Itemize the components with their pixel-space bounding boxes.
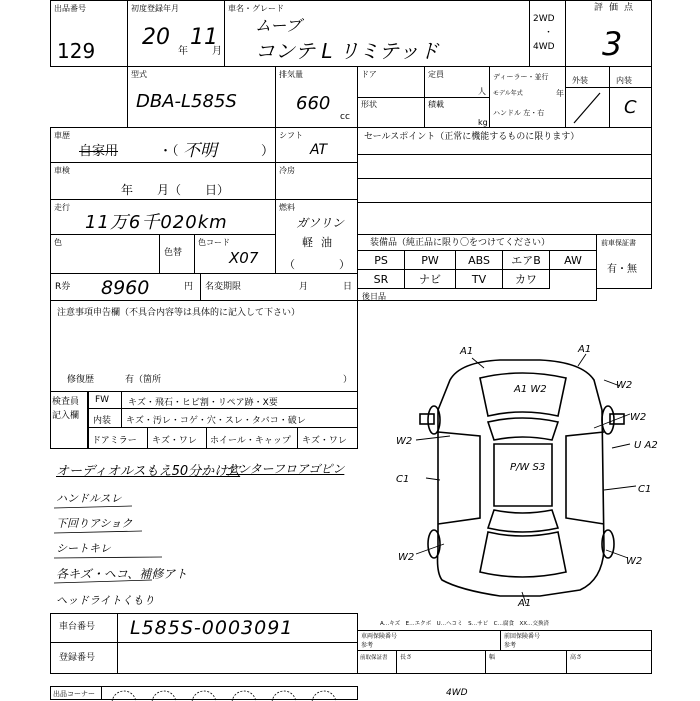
usage-cell [50,127,276,163]
inspector-interior-key [88,408,122,428]
chassis-value-cell [117,613,358,643]
first-registration-label: 初度登録年月 [131,4,179,13]
caution-label: 注意事項申告欄（不具合内容等は具体的に記入して下さい） [57,308,301,318]
mark-a1-w2-hood: A1 W2 [514,384,547,395]
inspection-date: 年 月（ 日） [121,183,230,197]
later-items-label: 後日品 [362,292,386,301]
score-cell [565,0,652,67]
mark-ua2-right: U A2 [634,440,658,451]
car-damage-diagram [390,340,660,610]
warranty-cell [596,234,652,289]
model-cell [127,66,276,128]
fuel-label: 燃料 [279,203,295,212]
car-name-label: 車名・グレード [228,4,284,13]
bottom-field-2-sub: 参考 [504,642,517,649]
shape-label: 形状 [361,100,377,109]
bottom-field-3 [357,650,397,674]
bottom-field-2-label: 前回保険番号 [504,633,541,640]
bottom-field-5 [485,650,567,674]
interior-grade: C [624,97,637,118]
roof [494,444,552,506]
caution-cell [50,300,358,392]
mark-c1-right: C1 [638,484,652,495]
first-registration-cell [127,0,225,67]
exterior-slash-mark [570,91,606,125]
recycle-cell [50,273,201,301]
equip-sr: SR [357,269,405,289]
score-label: 評価点 [594,3,640,13]
note-4: シートキレ [56,542,111,555]
mark-w2-left-door: W2 [396,436,413,447]
corner-label: 出品コーナー [53,690,95,698]
interior-label: 内装 [616,76,632,85]
reg-label: 登録番号 [59,653,96,663]
fuel: ガソリン [296,216,345,230]
interior-value: キズ・汚レ・コゲ・穴・スレ・タバコ・破レ [126,416,306,426]
doors-vdivider [424,67,425,127]
repair-label: 修復歴 [67,375,95,385]
mark-a1-front-right: A1 [578,344,592,355]
note-3: 下回りアショク [56,517,133,530]
cc-unit: cc [340,112,350,122]
inspector-label-cell [50,391,88,449]
lot-number-cell [50,0,128,67]
usage-value: 不明 [183,141,217,161]
left-doors [438,432,480,524]
mark-roof: P/W S3 [510,462,546,473]
drive-cell [529,0,566,67]
shift-label: シフト [279,131,303,140]
note-6: ヘッドライトくもり [56,594,155,607]
trunk [480,532,566,577]
equip-navi: ナビ [404,269,456,289]
equip-aw: AW [549,250,597,270]
bottom-field-1-sub: 参考 [361,642,374,649]
tax-month-unit: 月 [299,282,309,292]
bottom-field-2 [500,630,652,651]
inspector-label-1: 検査員 [52,397,80,407]
drive-separator: ・ [544,28,554,38]
diesel-label: 軽油 [302,236,340,249]
inspection-label: 車検 [54,166,70,175]
model-year-label: モデル年式 [493,90,523,97]
bottom-field-1-label: 車両保険番号 [361,633,398,640]
load-label: 積載 [428,100,444,109]
model: DBA-L585S [136,91,237,112]
first-registration-year: 20 [142,25,170,50]
fuel-paren: （ ） [284,258,350,271]
usage-paren-open: ・（ [159,144,179,159]
ac-label: 冷房 [279,166,295,175]
usage-label: 車歴 [54,131,70,140]
color-code-label: 色コード [198,238,230,247]
displacement-label: 排気量 [279,70,303,79]
kg-unit: kg [478,118,488,127]
note-1: オーディオルスもえ50分かけ穴 [56,464,241,479]
shift: AT [310,142,328,158]
yen-unit: 円 [184,282,194,292]
grade-split-cell [565,66,652,128]
sales-line-2 [358,178,651,179]
first-registration-month: 11 [190,25,218,50]
person-unit: 人 [478,87,486,96]
doors-shape-cell [357,66,490,128]
mirror-left [420,414,434,424]
tax-day-unit: 日 [343,282,353,292]
sales-points-label: セールスポイント（正常に機能するものに限ります） [364,132,580,142]
fw-key: FW [95,395,110,405]
sales-line-3 [358,202,651,203]
inspection-cell [50,162,276,200]
inspector-wheel-value [297,427,358,449]
ac-cell [275,162,358,200]
car-name: ムーブ [255,16,302,35]
note-5: 各キズ・ヘコ、補修アト [56,567,188,581]
right-doors [566,432,604,524]
mark-w2-rear-left: W2 [398,552,415,563]
usage-paren-close: ） [261,144,275,159]
mileage-label: 走行 [54,203,70,212]
capacity-label: 定員 [428,70,444,79]
doors-label: ドア [361,70,377,79]
grade: コンテ L リミテッド [255,39,439,63]
inspector-fw-key [88,391,122,409]
color-divider-2 [194,235,195,273]
equip-ps: PS [357,250,405,270]
mirror-value: キズ・ワレ [152,436,197,446]
wheel-value: キズ・ワレ [302,436,347,446]
inspector-mirror-key [88,427,148,449]
grade-vdivider [609,67,610,127]
car-name-cell [224,0,530,67]
exterior-label: 外装 [572,76,588,85]
sales-points-cell [357,127,652,235]
bottom-field-4-label: 長さ [400,654,413,661]
equip-tv: TV [455,269,503,289]
year-unit: 年 [178,46,188,57]
corner-label-cell [50,686,102,700]
reg-label-cell [50,642,118,674]
windshield [488,418,558,440]
handle-label: ハンドル 左・右 [493,109,545,117]
fuel-cell [275,199,358,274]
color-code: X07 [229,249,259,267]
stamp-circles [102,687,359,701]
mileage: 11万6千020km [85,212,228,233]
mark-w2-right-door: W2 [630,412,647,423]
model-label: 型式 [131,70,147,79]
wheel-key: ホイール・キャップ [210,436,291,446]
fw-value: キズ・飛石・ヒビ割・リペア跡・X要 [128,398,278,408]
chassis-value: L585S-0003091 [130,617,294,639]
equip-pw: PW [404,250,456,270]
sales-line-1 [358,154,651,155]
dealer-label: ディーラー・並行 [493,73,549,81]
tax-cell [200,273,358,301]
shift-cell [275,127,358,163]
warranty-label: 前車保証書 [601,239,636,247]
inspector-interior-value [121,408,358,428]
usage: 自家用 [79,144,119,159]
equip-leather: カワ [502,269,550,289]
displacement-cell [275,66,358,128]
equip-abs: ABS [455,250,503,270]
mileage-cell [50,199,276,235]
mirror-key: ドアミラー [92,436,137,446]
model-year-unit: 年 [556,89,564,98]
note-underlines [52,500,162,600]
inspector-mirror-value [147,427,207,449]
mark-w2-front-right: W2 [616,380,633,391]
bottom-field-4 [396,650,486,674]
mark-a1-front-left: A1 [460,346,474,357]
legend: A…キズ E…エクボ U…ヘコミ S…サビ C…腐食 XX…交換済 [380,621,550,627]
color-label: 色 [54,238,62,247]
car-outline [438,360,605,596]
color-divider-1 [159,235,160,273]
inspector-label-2: 記入欄 [52,411,80,421]
bottom-field-3-label: 前取保証書 [360,655,388,661]
equipment-label: 装備品（純正品に限り〇をつけてください） [370,238,551,248]
interior-key: 内装 [93,416,112,426]
dealer-cell [489,66,566,128]
mark-a1-rear: A1 [518,598,532,609]
wheel-fr [602,406,614,434]
repair-value: 有（箇所 [125,375,162,385]
warranty-value: 有・無 [607,264,637,275]
chassis-label: 車台番号 [59,622,96,632]
mark-w2-rear-right: W2 [626,556,643,567]
score: 3 [602,25,623,63]
drive-4wd: 4WD [533,42,555,52]
lot-number-label: 出品番号 [54,4,86,13]
rear-window [488,510,558,532]
color-cell [50,234,276,274]
bottom-field-6 [566,650,652,674]
color-change-label: 色替 [164,248,183,258]
inspector-wheel-key [206,427,298,449]
mark-c1-left: C1 [396,474,410,485]
corner-stamps [101,686,358,700]
recycle-label: R券 [55,282,71,292]
equip-airbag: エアB [502,250,550,270]
lot-number: 129 [57,39,96,63]
note-2: ハンドルスレ [56,492,122,505]
tax-label: 名変期限 [205,282,242,292]
inspector-fw-value [121,391,358,409]
repair-close: ） [343,375,353,385]
bottom-field-6-label: 高さ [570,654,583,661]
drive-2wd: 2WD [533,14,555,24]
reg-value-cell [117,642,358,674]
month-unit: 月 [212,46,222,57]
center-note: センターフロアゴピン [226,462,345,476]
recycle: 8960 [101,277,150,299]
displacement: 660 [296,93,331,114]
chassis-label-cell [50,613,118,643]
bottom-field-1 [357,630,501,651]
footer-hw: 4WD [446,688,468,698]
bottom-field-5-label: 幅 [489,654,496,661]
